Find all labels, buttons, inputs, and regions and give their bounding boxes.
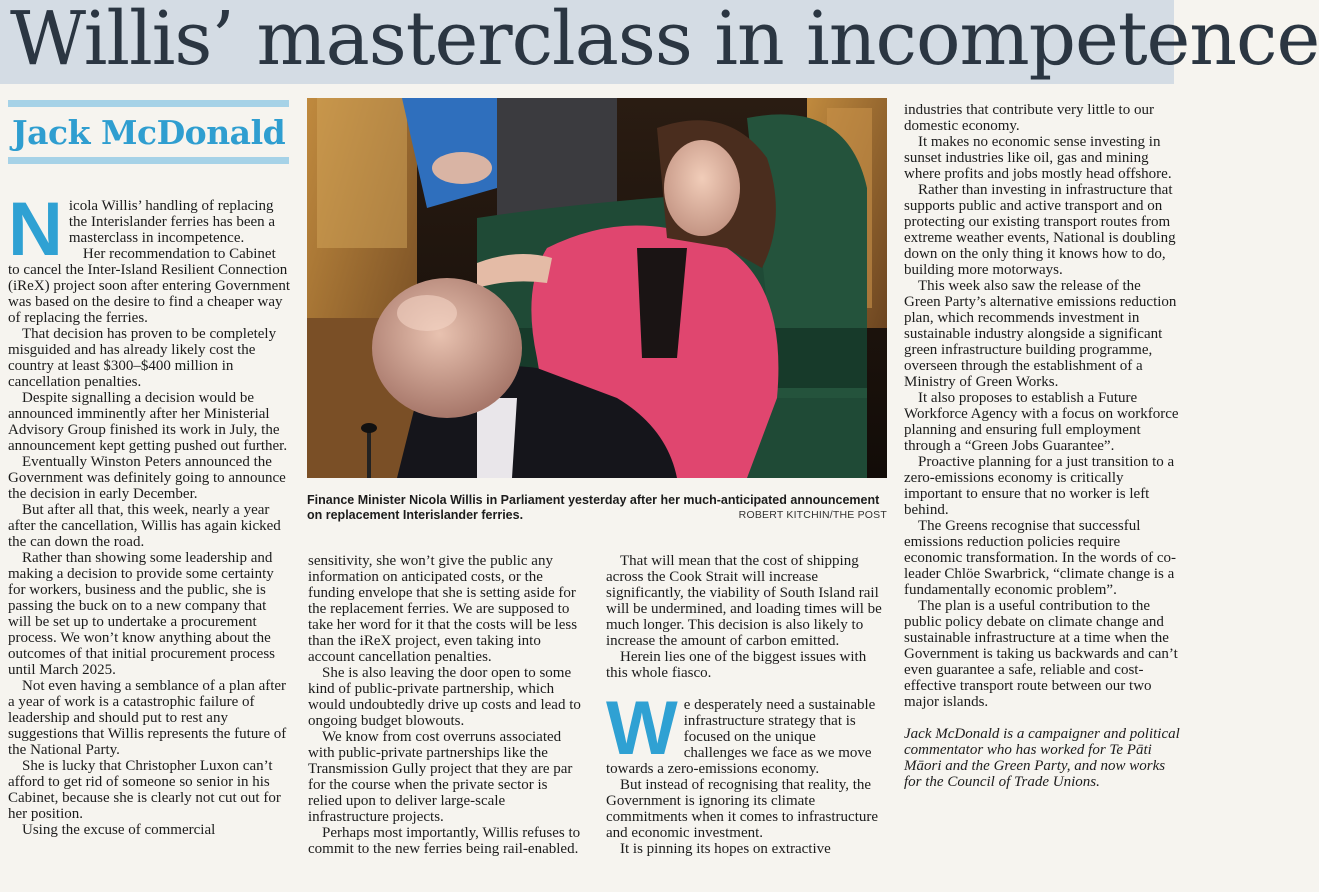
paragraph: Perhaps most importantly, Willis refuses to commit to the new ferries being rail-enabled.	[308, 825, 581, 857]
paragraph: It is pinning its hopes on extractive	[620, 841, 831, 857]
byline-box	[8, 100, 289, 164]
paragraph: Her recommendation to Cabinet to cancel the Inter-Island Resilient Connection (iReX) project soon after entering Government was based on the desire to find a cheaper way of replacing the ferries.	[8, 246, 290, 326]
paragraph: Rather than investing in infrastructure that supports public and active transport and on protecting our existing transport routes from extreme weather events, National is doubling down on the only thing it knows how to do, building more motorways.	[904, 182, 1176, 278]
headline: Willis’ masterclass in incompetence	[10, 0, 1319, 82]
drop-cap: N	[8, 187, 63, 272]
caption-text: Finance Minister Nicola Willis in Parliament yesterday after her much-anticipated announcement on replacement Interislander ferries.	[307, 493, 880, 522]
article-photo	[307, 98, 887, 478]
drop-cap: W	[606, 686, 678, 771]
section-lead-paragraph: We desperately need a sustainable infrastructure strategy that is focused on the unique challenges we face as we move towards a zero-emissions economy.	[606, 686, 876, 777]
paragraph: But after all that, this week, nearly a year after the cancellation, Willis has again kicked the can down the road.	[8, 502, 281, 550]
paragraph: We know from cost overruns associated with public-private partnerships like the Transmission Gully project that they are par for the course when the private sector is relied upon to deliver large-scale infrastructure projects.	[308, 729, 573, 825]
article-column-1	[8, 187, 291, 838]
paragraph: The Greens recognise that successful emissions reduction policies require economic transformation. In the words of co-leader Chlöe Swarbrick, “climate change is a fundamentally economic problem”.	[904, 518, 1176, 598]
lead-paragraph: Nicola Willis’ handling of replacing the Interislander ferries has been a masterclass in incompetence.	[8, 187, 276, 272]
paragraph: industries that contribute very little to our domestic economy.	[904, 102, 1154, 134]
paragraph: That will mean that the cost of shipping across the Cook Strait will increase significantly, the viability of South Island rail will be undermined, and loading times will be much longer. This decision is also likely to increase the amount of carbon emitted.	[606, 553, 882, 649]
paragraph: Eventually Winston Peters announced the Government was definitely going to announce the decision in early December.	[8, 454, 286, 502]
paragraph: That decision has proven to be completely misguided and has already likely cost the country at least $300–$400 million in cancellation penalties.	[8, 326, 277, 390]
article-column-3	[606, 553, 882, 857]
parliament-photo	[307, 98, 887, 478]
paragraph: She is also leaving the door open to some kind of public-private partnership, which would undoubtedly drive up costs and lead to ongoing budget blowouts.	[308, 665, 581, 729]
photo-caption	[307, 493, 887, 523]
paragraph: Despite signalling a decision would be announced imminently after her Ministerial Advisory Group finished its work in July, the announcement kept getting pushed out further.	[8, 390, 288, 454]
paragraph: But instead of recognising that reality, the Government is ignoring its climate commitments when it comes to infrastructure and economic investment.	[606, 777, 879, 841]
article-column-4	[904, 102, 1180, 790]
paragraph: She is lucky that Christopher Luxon can’t afford to get rid of someone so senior in his Cabinet, because she is clearly not cut out for her position.	[8, 758, 281, 822]
paragraph: It also proposes to establish a Future Workforce Agency with a focus on workforce planning and ensuring full employment through a “Green Jobs Guarantee”.	[904, 390, 1179, 454]
paragraph: The plan is a useful contribution to the public policy debate on climate change and sustainable infrastructure at a time when the Government is taking us backwards and can’t even guarantee a safe, reliable and cost-effective transport route between our two major islands.	[904, 598, 1178, 710]
paragraph: Not even having a semblance of a plan after a year of work is a catastrophic failure of leadership and should put to rest any suggestions that Willis represents the future of the National Party.	[8, 678, 287, 758]
paragraph: sensitivity, she won’t give the public any information on anticipated costs, or the funding envelope that she is setting aside for the replacement ferries. We are supposed to take her word for it that the costs will be less than the iReX project, even taking into account cancellation penalties.	[308, 553, 578, 665]
paragraph: Proactive planning for a just transition to a zero-emissions economy is critically important to ensure that no worker is left behind.	[904, 454, 1175, 518]
headline-band	[0, 0, 1319, 84]
photo-credit: ROBERT KITCHIN/THE POST	[738, 509, 887, 521]
paragraph: It makes no economic sense investing in sunset industries like oil, gas and mining where profits and jobs mostly head offshore.	[904, 134, 1172, 182]
author-bio: Jack McDonald is a campaigner and political commentator who has worked for Te Pāti Māori and the Green Party, and now works for the Council of Trade Unions.	[904, 726, 1180, 790]
byline: Jack McDonald	[12, 113, 286, 152]
paragraph: Herein lies one of the biggest issues with this whole fiasco.	[606, 649, 867, 681]
article-column-2	[308, 553, 584, 857]
paragraph: This week also saw the release of the Green Party’s alternative emissions reduction plan, which recommends investment in sustainable industry alongside a significant green infrastructure building programme, overseen through the establishment of a Ministry of Green Works.	[904, 278, 1177, 390]
paragraph: Using the excuse of commercial	[22, 822, 216, 838]
paragraph: Rather than showing some leadership and making a decision to provide some certainty for workers, business and the public, she is passing the buck on to a new company that will be set up to undertake a procurement process. We won’t know anything about the outcomes of that initial procurement process until March 2025.	[8, 550, 276, 678]
